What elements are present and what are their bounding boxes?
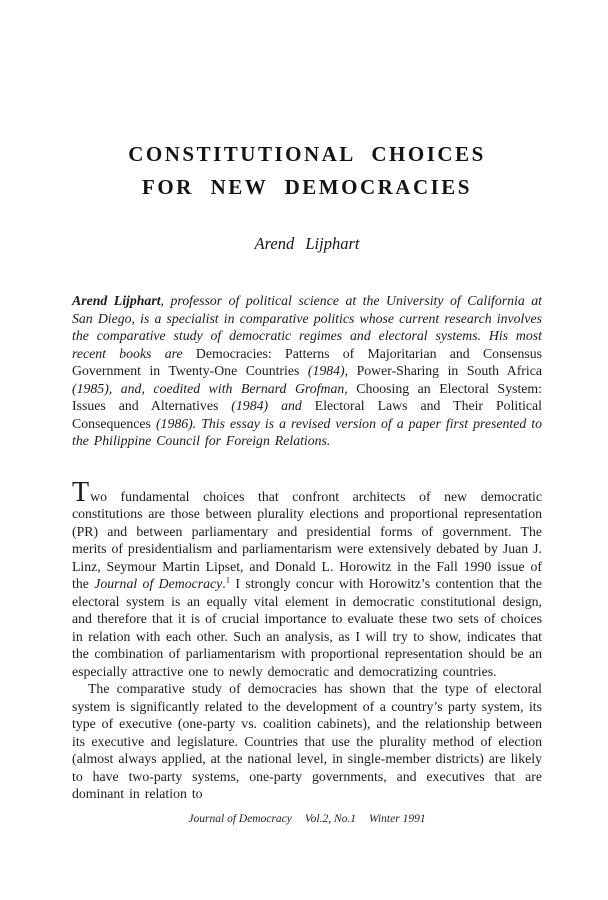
article-body (72, 476, 543, 803)
text-segment: . (222, 576, 226, 591)
text-segment: (1986). This essay is a revised version of a paper first presented to the Philippine Council for Foreign Relations. (72, 415, 542, 448)
footer-issue: Winter 1991 (369, 812, 426, 825)
text-segment: The comparative study of democracies has shown that the type of electoral system is significantly related to the development of a country’s party system, its type of executive (one-party vs. coalition cabinets), and the relationship between its executive and legislature. Countries that use the plurality method of election (almost always applied, at the national level, in single-member districts) are likely to have two-party systems, one-party governments, and executives that are dominant in relation to (72, 681, 542, 801)
title-line-1: CONSTITUTIONAL CHOICES (128, 142, 486, 166)
text-segment: Journal of Democracy (94, 576, 223, 591)
text-segment: (1984), (299, 363, 357, 378)
text-segment: , professor of political science at the University of California at San Diego, is a specialist in comparative politics whose current research involves the comparative study of democratic regimes and electoral systems. His most recent books are (72, 293, 542, 361)
text-segment: Choosing an Electoral System: Issues and Alternatives (72, 380, 542, 413)
footer-volume: Vol.2, No.1 (304, 812, 357, 825)
title-line-2: FOR NEW DEMOCRACIES (142, 175, 472, 199)
body-paragraph-2 (72, 680, 542, 803)
text-segment: (1984) and (218, 398, 315, 413)
text-segment: I strongly concur with Horowitz’s contention that the electoral system is an equally vital element in democratic constitutional design, and therefore that it is of crucial importance to evaluate these two sets of choices in relation with each other. Such an analysis, as I will try to show, indicates that the combination of parliamentarism with proportional representation should be an especially attractive one to newly democratic and democratizing countries. (72, 576, 543, 679)
article-author: Arend Lijphart (254, 234, 360, 253)
body-paragraph-1 (72, 476, 543, 681)
footer-journal-name: Journal of Democracy (188, 812, 292, 825)
text-segment: (1985), and, coedited with Bernard Grofman, (72, 380, 357, 396)
text-segment: Democracies: Patterns of Majoritarian and Consensus Government in Twenty-One Countries (72, 345, 542, 378)
text-segment: wo fundamental choices that confront architects of new democratic constitutions are those between plurality elections and proportional representation (PR) and between parliamentary and presidential forms of government. The merits of presidentialism and parliamentarism were extensively debated by Juan J. Linz, Seymour Martin Lipset, and Donald L. Horowitz in the Fall 1990 issue of the (72, 488, 542, 591)
text-segment: Electoral Laws and Their Political Consequences (72, 398, 542, 431)
author-bio (72, 292, 542, 450)
text-segment: 1 (225, 574, 230, 585)
journal-footer (72, 813, 542, 825)
raised-initial-cap: T (72, 476, 91, 508)
text-segment: Arend Lijphart (72, 293, 161, 308)
text-segment: Power-Sharing in South Africa (356, 363, 542, 378)
article-title (72, 138, 542, 204)
